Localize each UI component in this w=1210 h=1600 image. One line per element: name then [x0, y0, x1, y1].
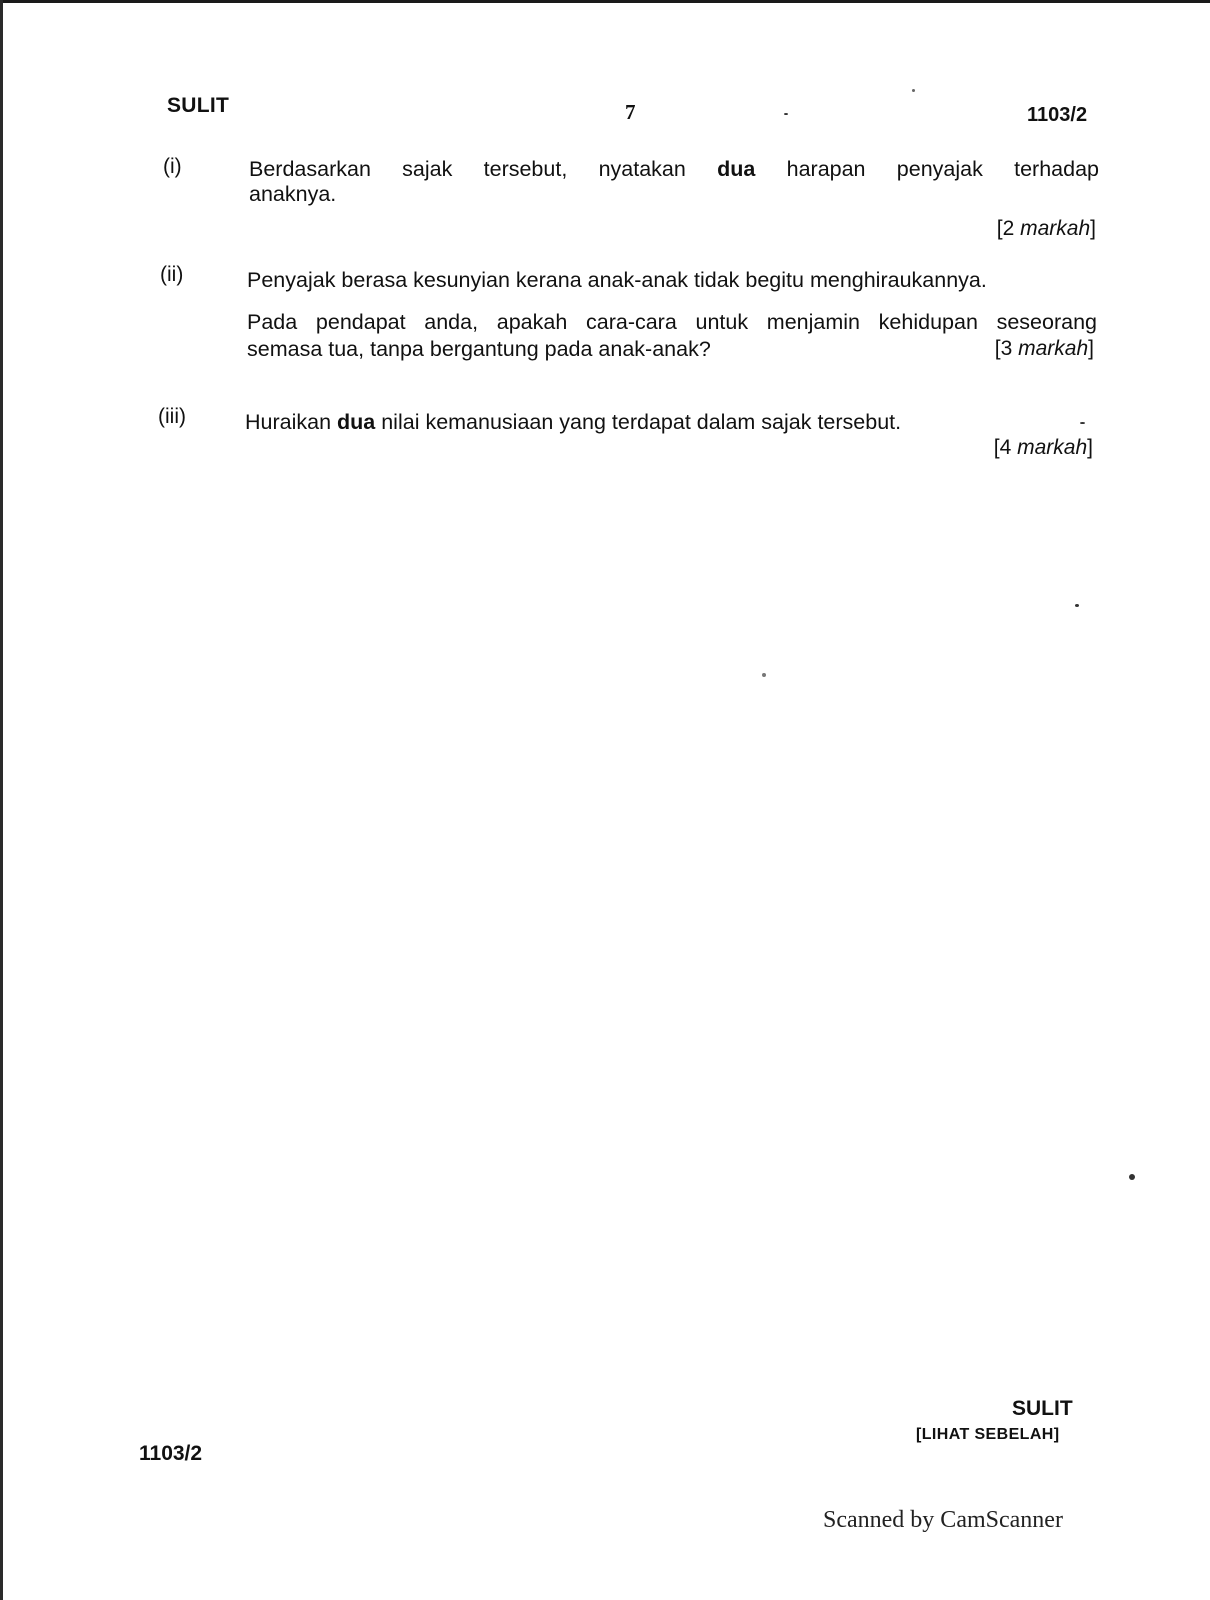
- question-number-iii: (iii): [158, 405, 186, 428]
- footer-lihat-sebelah: [LIHAT SEBELAH]: [916, 1426, 1060, 1443]
- question-iii-text-a: Huraikan: [245, 410, 338, 434]
- question-i-line-1: [249, 157, 1099, 181]
- question-ii-para-2-line-2: semasa tua, tanpa bergantung pada anak-anak?: [247, 337, 711, 361]
- scan-edge-left: [0, 0, 3, 1600]
- question-iii-marks: [900, 436, 1093, 460]
- camscanner-watermark: Scanned by CamScanner: [823, 1507, 1063, 1533]
- question-ii-marks-suffix: ]: [1088, 337, 1094, 360]
- question-iii-marks-word: markah: [1017, 436, 1088, 459]
- question-iii-line-1: [245, 410, 901, 434]
- question-ii-marks-word: markah: [1018, 337, 1089, 360]
- question-number-ii: (ii): [160, 263, 184, 286]
- scan-speck: [1080, 422, 1085, 424]
- question-i-line-2: anaknya.: [249, 182, 337, 206]
- footer-paper-code: 1103/2: [139, 1442, 203, 1465]
- question-i-marks-suffix: ]: [1090, 217, 1096, 240]
- scan-speck: [1129, 1174, 1135, 1180]
- question-i-bold-word: dua: [717, 157, 756, 181]
- scan-speck: [762, 673, 766, 677]
- question-iii-text-b: nilai kemanusiaan yang terdapat dalam sajak tersebut.: [375, 410, 902, 434]
- scan-speck: [784, 113, 788, 115]
- question-iii-marks-prefix: [4: [993, 436, 1018, 459]
- scan-speck: [912, 89, 915, 92]
- question-i-marks: [900, 217, 1096, 241]
- question-i-marks-prefix: [2: [996, 217, 1021, 240]
- question-ii-para-2-line-1: Pada pendapat anda, apakah cara-cara untuk menjamin kehidupan seseorang: [247, 310, 1097, 334]
- question-ii-marks: [900, 337, 1094, 361]
- scan-speck: [1075, 604, 1079, 607]
- scan-edge-top: [0, 0, 1210, 3]
- question-number-i: (i): [163, 155, 182, 178]
- question-i-marks-word: markah: [1020, 217, 1091, 240]
- header-sulit: SULIT: [167, 94, 230, 117]
- header-paper-code: 1103/2: [1027, 104, 1088, 126]
- question-iii-bold-word: dua: [337, 410, 376, 434]
- page-number: 7: [625, 100, 636, 124]
- footer-sulit: SULIT: [1012, 1397, 1073, 1420]
- question-i-text-a: Berdasarkan sajak tersebut, nyatakan: [249, 157, 718, 181]
- question-ii-line-1: Penyajak berasa kesunyian kerana anak-anak tidak begitu menghiraukannya.: [247, 268, 987, 292]
- question-i-text-b: harapan penyajak terhadap: [755, 157, 1099, 181]
- question-iii-marks-suffix: ]: [1087, 436, 1093, 459]
- question-ii-marks-prefix: [3: [994, 337, 1019, 360]
